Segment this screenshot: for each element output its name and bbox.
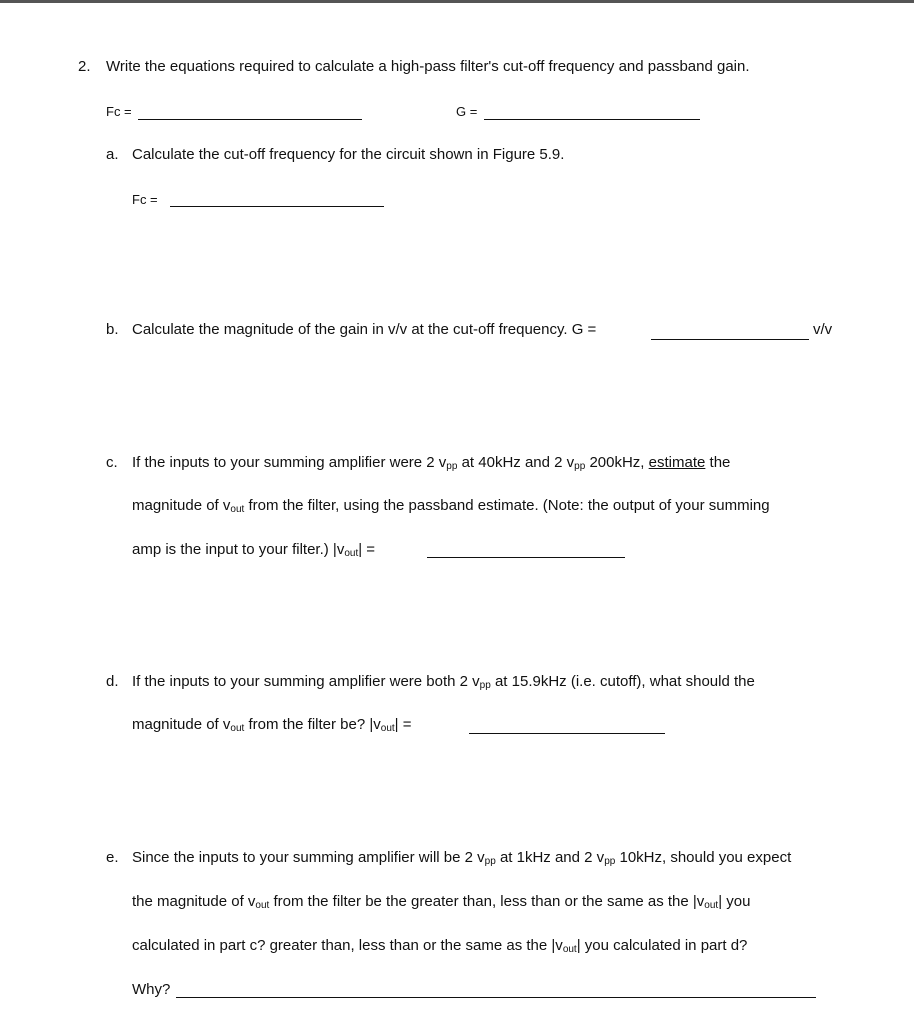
part-a-prompt: Calculate the cut-off frequency for the circuit shown in Figure 5.9. (132, 146, 565, 163)
part-b-answer-blank[interactable] (651, 339, 809, 340)
part-c-line-1: If the inputs to your summing amplifier were 2 $v_{pp}$ at 40kHz and 2 $v_{pp}$ 200kHz, estimate the (132, 454, 731, 472)
part-b-unit: v/v (813, 321, 833, 338)
part-e-letter: e. (106, 849, 119, 866)
part-a-fc-label: Fc = (132, 192, 158, 207)
part-d-answer-blank[interactable] (469, 733, 665, 734)
part-d-line-2: magnitude of $v_{out}$ from the filter be? $|v_{out}|$ = (132, 716, 412, 734)
top-border (0, 0, 914, 3)
g-answer-blank[interactable] (484, 119, 700, 120)
question-number: 2. (78, 58, 91, 75)
part-e-line-2: the magnitude of $v_{out}$ from the filter be the greater than, less than or the same as the $|v_{out}|$ you (132, 893, 751, 911)
part-c-letter: c. (106, 454, 118, 471)
part-d-line-1: If the inputs to your summing amplifier were both 2 $v_{pp}$ at 15.9kHz (i.e. cutoff), what should the (132, 673, 755, 691)
part-e-line-1: Since the inputs to your summing amplifier will be 2 $v_{pp}$ at 1kHz and 2 $v_{pp}$ 10kHz, should you expect (132, 849, 792, 867)
g-label: G = (456, 104, 478, 119)
part-a-letter: a. (106, 146, 119, 163)
part-d-letter: d. (106, 673, 119, 690)
part-b-letter: b. (106, 321, 119, 338)
part-b-prompt: Calculate the magnitude of the gain in v/v at the cut-off frequency. G = (132, 321, 597, 338)
part-c-answer-blank[interactable] (427, 557, 625, 558)
question-prompt: Write the equations required to calculate a high-pass filter's cut-off frequency and passband gain. (106, 58, 750, 75)
why-label: Why? (132, 981, 171, 998)
part-c-line-3: amp is the input to your filter.) $|v_{out}|$ = (132, 541, 376, 559)
part-c-line-2: magnitude of $v_{out}$ from the filter, using the passband estimate. (Note: the output of your summing (132, 497, 770, 515)
fc-label: Fc = (106, 104, 132, 119)
why-answer-blank[interactable] (176, 997, 816, 998)
part-e-line-3: calculated in part c? greater than, less than or the same as the $|v_{out}|$ you calculated in part d? (132, 937, 748, 955)
fc-answer-blank[interactable] (138, 119, 362, 120)
part-a-answer-blank[interactable] (170, 206, 384, 207)
estimate-underlined: estimate (648, 454, 706, 471)
